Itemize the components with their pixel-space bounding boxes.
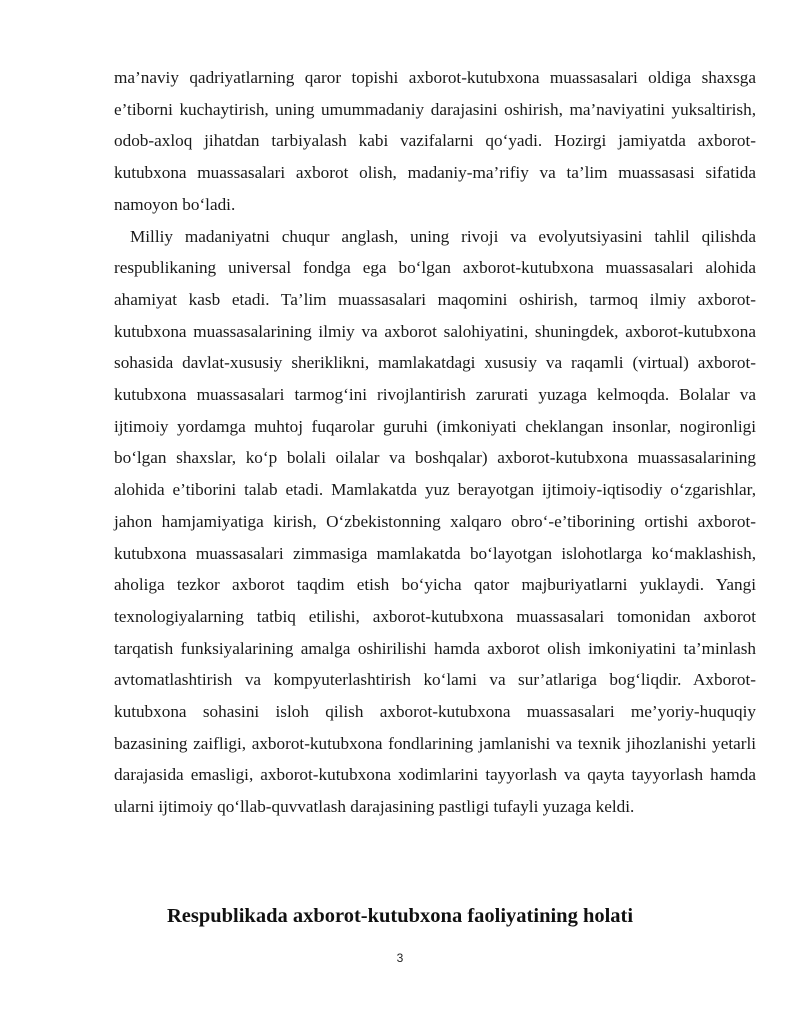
paragraph-continuation: ma’naviy qadriyatlarning qaror topishi axborot-kutubxona muassasalari oldiga shaxsga e’tiborni kuchaytirish, uning umummadaniy darajasini oshirish, ma’naviyatini yuksaltirish, odob-axloq jihatdan tarbiyalash kabi vazifalarni qo‘yadi. Hozirgi jamiyatda axborot-kutubxona muassasalari axborot olish, madaniy-ma’rifiy va ta’lim muassasasi sifatida namoyon bo‘ladi. (114, 68, 756, 214)
section-heading: Respublikada axborot-kutubxona faoliyatining holati (166, 905, 634, 927)
paragraph-national-culture: Milliy madaniyatni chuqur anglash, uning rivoji va evolyutsiyasini tahlil qilishda respublikaning universal fondga ega bo‘lgan axborot-kutubxona muassasalari alohida ahamiyat kasb etadi. Ta’lim muassasalari maqomini oshirish, tarmoq ilmiy axborot-kutubxona muassasalarining ilmiy va axborot salohiyatini, shuningdek, axborot-kutubxona sohasida davlat-xususiy sheriklikni, mamlakatdagi xususiy va raqamli (virtual) axborot-kutubxona muassasalari tarmog‘ini rivojlantirish zarurati yuzaga kelmoqda. Bolalar va ijtimoiy yordamga muhtoj fuqarolar guruhi (imkoniyati cheklangan insonlar, nogironligi bo‘lgan shaxslar, ko‘p bolali oilalar va boshqalar) axborot-kutubxona muassasalarining alohida e’tiborini talab etadi. Mamlakatda yuz berayotgan ijtimoiy-iqtisodiy o‘zgarishlar, jahon hamjamiyatiga kirish, O‘zbekistonning xalqaro obro‘-e’tiborining ortishi axborot-kutubxona muassasalari zimmasiga mamlakatda bo‘layotgan islohotlarga ko‘maklashish, aholiga tezkor axborot taqdim etish bo‘yicha qator majburiyatlarni yuklaydi. Yangi texnologiyalarning tatbiq etilishi, axborot-kutubxona muassasalari tomonidan axborot tarqatish funksiyalarining amalga oshirilishi hamda axborot olish imkoniyatini ta’minlash avtomatlashtirish va kompyuterlashtirish ko‘lami va sur’atlariga bog‘liqdir. Axborot-kutubxona sohasini isloh qilish axborot-kutubxona muassasalari me’yoriy-huquqiy bazasining zaifligi, axborot-kutubxona fondlarining jamlanishi va texnik jihozlanishi yetarli darajasida emasligi, axborot-kutubxona xodimlarini tayyorlash va qayta tayyorlash hamda ularni ijtimoiy qo‘llab-quvvatlash darajasining pastligi tufayli yuzaga keldi. (114, 226, 756, 817)
document-body (114, 62, 756, 823)
page-number: 3 (396, 951, 404, 965)
